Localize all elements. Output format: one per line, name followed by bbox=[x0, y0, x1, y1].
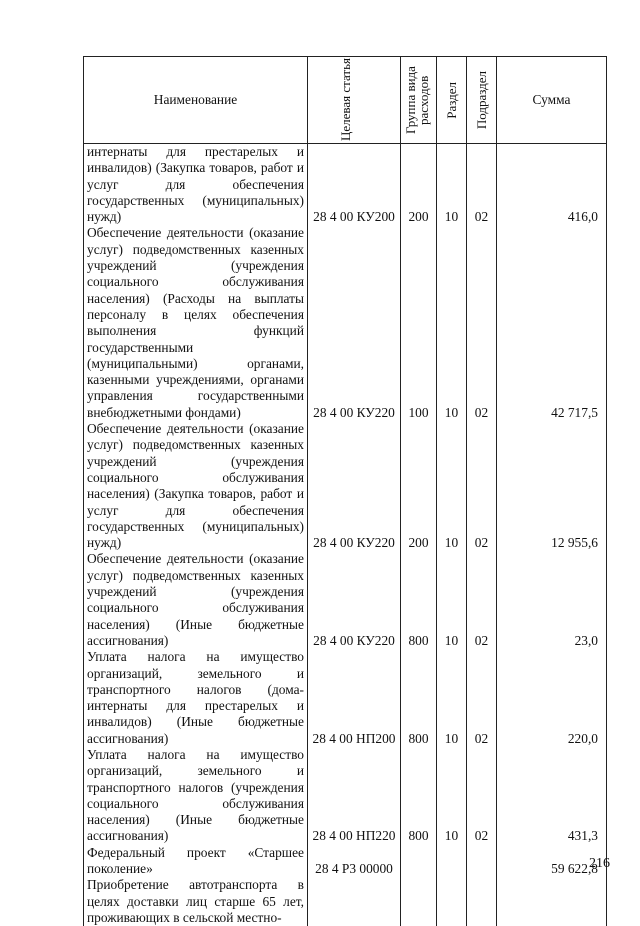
table-row bbox=[84, 845, 607, 878]
table-header bbox=[84, 57, 607, 144]
table-row bbox=[84, 144, 607, 226]
table-row bbox=[84, 877, 607, 926]
row-sum: 431,3 bbox=[497, 747, 607, 845]
row-section: 10 bbox=[437, 144, 467, 226]
row-expense-group bbox=[401, 845, 437, 878]
header-name: Наименование bbox=[84, 57, 308, 144]
row-subsection: 02 bbox=[467, 551, 497, 649]
row-expense-group: 800 bbox=[401, 551, 437, 649]
row-target-article: 28 4 00 КУ220 bbox=[308, 551, 401, 649]
row-sum: 220,0 bbox=[497, 649, 607, 747]
row-name: Уплата налога на имущество организаций, земельного и транспортного налогов (учреждения социального обслуживания населения) (Иные бюджетные ассигнования) bbox=[84, 747, 308, 845]
row-section: 10 bbox=[437, 649, 467, 747]
header-target-article bbox=[308, 57, 401, 144]
row-target-article: 28 4 00 КУ200 bbox=[308, 144, 401, 226]
row-expense-group: 100 bbox=[401, 225, 437, 421]
budget-table bbox=[83, 56, 607, 926]
row-sum: 416,0 bbox=[497, 144, 607, 226]
row-subsection: 02 bbox=[467, 747, 497, 845]
row-sum bbox=[497, 877, 607, 926]
header-target-article-text: Целевая статья bbox=[339, 58, 369, 141]
row-subsection: 02 bbox=[467, 144, 497, 226]
row-name: интернаты для престарелых и инвалидов) (Закупка товаров, работ и услуг для обеспечения государственных (муниципальных) нужд) bbox=[84, 144, 308, 226]
row-name: Федеральный проект «Старшее поколение» bbox=[84, 845, 308, 878]
row-section bbox=[437, 877, 467, 926]
header-section-text: Раздел bbox=[445, 82, 458, 119]
header-subsection-text: Подраздел bbox=[475, 71, 488, 129]
row-expense-group: 200 bbox=[401, 421, 437, 551]
header-sum: Сумма bbox=[497, 57, 607, 144]
header-expense-group-text: Группа вида расходов bbox=[404, 58, 434, 142]
row-subsection: 02 bbox=[467, 421, 497, 551]
row-expense-group: 800 bbox=[401, 747, 437, 845]
page-number: 216 bbox=[589, 856, 610, 872]
row-expense-group bbox=[401, 877, 437, 926]
row-section: 10 bbox=[437, 747, 467, 845]
row-subsection: 02 bbox=[467, 225, 497, 421]
row-sum: 23,0 bbox=[497, 551, 607, 649]
table-row bbox=[84, 747, 607, 845]
row-expense-group: 200 bbox=[401, 144, 437, 226]
row-section: 10 bbox=[437, 551, 467, 649]
row-name: Уплата налога на имущество организаций, земельного и транспортного налогов (дома-интернаты для престарелых и инвалидов) (Иные бюджетные ассигнования) bbox=[84, 649, 308, 747]
table-row bbox=[84, 551, 607, 649]
header-section bbox=[437, 57, 467, 144]
row-target-article: 28 4 Р3 00000 bbox=[308, 845, 401, 878]
row-expense-group: 800 bbox=[401, 649, 437, 747]
row-subsection bbox=[467, 845, 497, 878]
row-sum: 42 717,5 bbox=[497, 225, 607, 421]
row-name: Приобретение автотранспорта в целях доставки лиц старше 65 лет, проживающих в сельской местно- bbox=[84, 877, 308, 926]
row-section bbox=[437, 845, 467, 878]
table-row bbox=[84, 649, 607, 747]
table-row bbox=[84, 421, 607, 551]
header-subsection bbox=[467, 57, 497, 144]
header-expense-group bbox=[401, 57, 437, 144]
table-body bbox=[84, 144, 607, 926]
row-subsection: 02 bbox=[467, 649, 497, 747]
row-section: 10 bbox=[437, 421, 467, 551]
row-subsection bbox=[467, 877, 497, 926]
row-name: Обеспечение деятельности (оказание услуг) подведомственных казенных учреждений (учреждения социального обслуживания населения) (Расходы на выплаты персоналу в целях обеспечения выполнения функций государственными (муниципальными) органами, казенными учреждениями, органами управления государственными внебюджетными фондами) bbox=[84, 225, 308, 421]
table-row bbox=[84, 225, 607, 421]
row-name: Обеспечение деятельности (оказание услуг) подведомственных казенных учреждений (учреждения социального обслуживания населения) (Закупка товаров, работ и услуг для обеспечения государственных (муниципальных) нужд) bbox=[84, 421, 308, 551]
row-target-article: 28 4 00 НП200 bbox=[308, 649, 401, 747]
row-sum: 59 622,8 bbox=[497, 845, 607, 878]
row-sum: 12 955,6 bbox=[497, 421, 607, 551]
row-target-article bbox=[308, 877, 401, 926]
row-target-article: 28 4 00 КУ220 bbox=[308, 225, 401, 421]
row-name: Обеспечение деятельности (оказание услуг) подведомственных казенных учреждений (учреждения социального обслуживания населения) (Иные бюджетные ассигнования) bbox=[84, 551, 308, 649]
row-target-article: 28 4 00 КУ220 bbox=[308, 421, 401, 551]
row-target-article: 28 4 00 НП220 bbox=[308, 747, 401, 845]
row-section: 10 bbox=[437, 225, 467, 421]
